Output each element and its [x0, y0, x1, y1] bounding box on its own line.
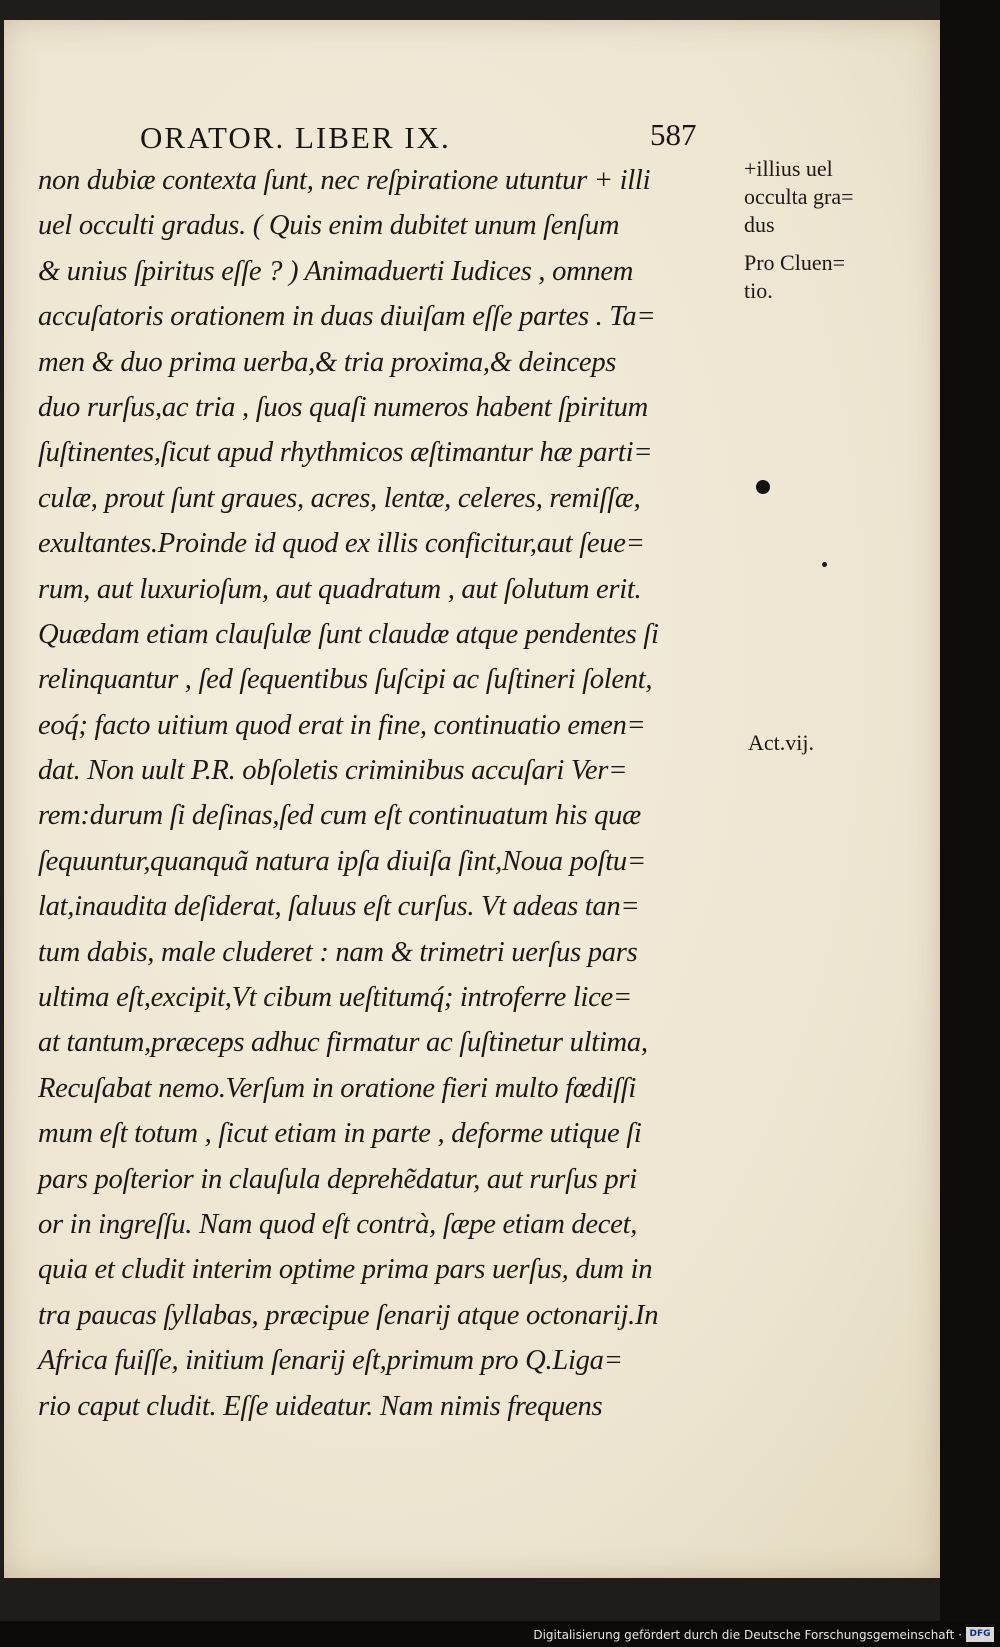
ink-speck: [822, 562, 827, 567]
text-line: rum, aut luxurioſum, aut quadratum , aut ſolutum erit.: [38, 572, 642, 605]
text-line: rio caput cludit. Eſſe uideatur. Nam nimis frequens: [38, 1389, 603, 1422]
dfg-logo: DFG: [966, 1627, 994, 1642]
page-number: 587: [650, 117, 697, 152]
text-line: quia et cludit interim optime prima pars uerſus, dum in: [38, 1253, 653, 1286]
margin-note-line: +illius uel: [744, 156, 833, 181]
scan-edge: [940, 0, 1000, 1647]
running-title: ORATOR. LIBER IX.: [140, 120, 451, 155]
text-line: tra paucas ſyllabas, præcipue ſenarij atque octonarij.In: [38, 1298, 659, 1331]
text-line: tum dabis, male cluderet : nam & trimetri uerſus pars: [38, 935, 638, 968]
margin-note-line: occulta gra=: [744, 184, 854, 209]
text-line: dat. Non uult P.R. obſoletis criminibus accuſari Ver=: [38, 754, 628, 787]
text-line: pars poſterior in clauſula deprehẽdatur, aut rurſus pri: [38, 1162, 637, 1195]
text-line: relinquantur , ſed ſequentibus ſuſcipi ac ſuſtineri ſolent,: [38, 663, 653, 696]
margin-note-line: dus: [744, 212, 775, 237]
text-line: exultantes.Proinde id quod ex illis conficitur,aut ſeue=: [38, 527, 645, 560]
text-line: lat,inaudita deſiderat, ſaluus eſt curſus. Vt adeas tan=: [38, 890, 640, 923]
text-line: uel occulti gradus. ( Quis enim dubitet unum ſenſum: [38, 209, 620, 242]
text-line: duo rurſus,ac tria , ſuos quaſi numeros habent ſpiritum: [38, 390, 649, 423]
text-line: & unius ſpiritus eſſe ? ) Animaduerti Iudices , omnem: [38, 254, 634, 287]
text-line: culæ, prout ſunt graues, acres, lentæ, celeres, remiſſæ,: [38, 481, 641, 514]
text-line: eoq́; facto uitium quod erat in fine, continuatio emen=: [38, 708, 646, 741]
margin-note-line: Act.vij.: [748, 730, 814, 755]
text-line: Recuſabat nemo.Verſum in oratione fieri multo fœdiſſi: [38, 1071, 637, 1104]
text-line: ſuſtinentes,ſicut apud rhythmicos æſtimantur hæ parti=: [38, 436, 653, 469]
text-line: men & duo prima uerba,& tria proxima,& deinceps: [38, 345, 617, 378]
text-line: ultima eſt,excipit,Vt cibum ueſtitumq́; introferre lice=: [38, 981, 632, 1014]
text-line: or in ingreſſu. Nam quod eſt contrà, ſæpe etiam decet,: [38, 1207, 638, 1240]
ink-blot: [756, 480, 770, 494]
text-line: accuſatoris orationem in duas diuiſam eſſe partes . Ta=: [38, 300, 656, 333]
margin-note-line: Pro Cluen=: [744, 250, 846, 275]
text-line: ſequuntur,quanquã natura ipſa diuiſa ſint,Noua poſtu=: [38, 844, 646, 877]
text-line: rem:durum ſi deſinas,ſed cum eſt continuatum his quæ: [38, 799, 641, 832]
text-line: Quædam etiam clauſulæ ſunt claudæ atque pendentes ſi: [38, 617, 659, 650]
text-line: non dubiæ contexta ſunt, nec reſpiratione utuntur + illi: [38, 164, 651, 196]
margin-note-line: tio.: [744, 278, 773, 303]
digitization-credit: Digitalisierung gefördert durch die Deutsche Forschungsgemeinschaft ·: [533, 1628, 962, 1642]
text-line: at tantum,præceps adhuc firmatur ac ſuſtinetur ultima,: [38, 1026, 648, 1059]
text-line: Africa fuiſſe, initium ſenarij eſt,primum pro Q.Liga=: [38, 1344, 623, 1377]
main-text-block: [38, 158, 738, 1429]
text-line: mum eſt totum , ſicut etiam in parte , deforme utique ſi: [38, 1117, 642, 1150]
